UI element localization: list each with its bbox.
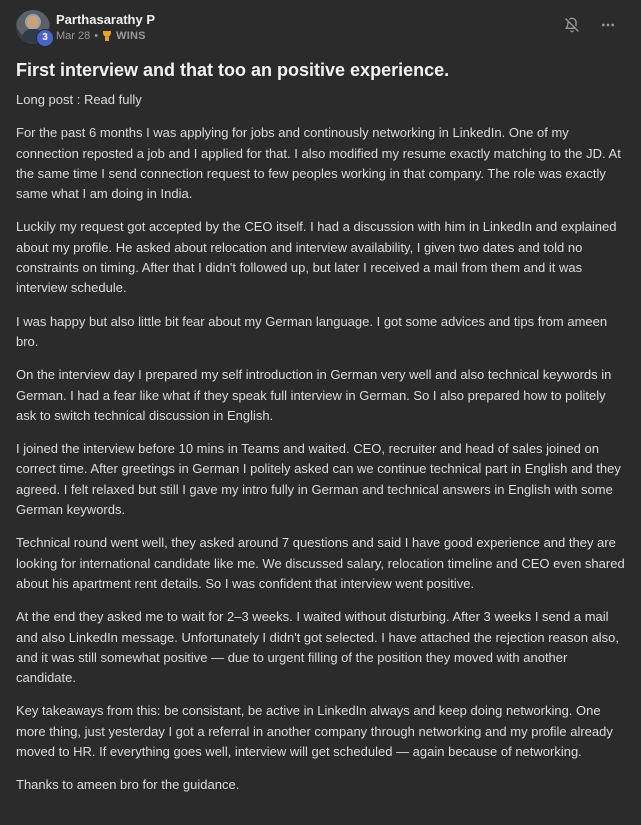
post-header	[16, 10, 625, 46]
post-body	[16, 90, 625, 796]
post-paragraph: Luckily my request got accepted by the CEO itself. I had a discussion with him in LinkedIn and explained about my profile. He asked about relocation and interview availability, I given two dates and told no constraints on timing. After that I didn't followed up, but later I received a mail from them and it was interview schedule.	[16, 219, 617, 296]
post-paragraph: Thanks to ameen bro for the guidance.	[16, 777, 240, 793]
post-paragraph: Long post : Read fully	[16, 92, 142, 107]
level-badge: 3	[36, 29, 54, 47]
more-horizontal-icon[interactable]	[599, 16, 617, 34]
post-paragraph: I joined the interview before 10 mins in Teams and waited. CEO, recruiter and head of sales joined on correct time. After greetings in German I politely asked can we continue technical part in English and they agreed. I felt relaxed but still I gave my intro fully in German and technical answers in English with some German keywords.	[16, 441, 621, 518]
post-paragraph: I was happy but also little bit fear about my German language. I got some advices and tips from ameen bro.	[16, 313, 608, 349]
post-paragraph: For the past 6 months I was applying for jobs and continously networking in LinkedIn. One of my connection reposted a job and I applied for that. I also modified my resume exactly matching to the JD. At the same time I send connection request to few peoples working in that company. The role was exactly same what I am doing in India.	[16, 125, 621, 202]
post-actions	[563, 16, 617, 34]
avatar[interactable]	[16, 10, 50, 44]
post-paragraph: Technical round went well, they asked around 7 questions and said I have good experience and they are looking for international candidate like me. We discussed salary, relocation timeline and CEO even shared about his apartment rent details. So I was confident that interview went positive.	[16, 535, 625, 591]
post-date: Mar 28	[56, 30, 91, 42]
meta-separator: •	[94, 30, 99, 42]
post-paragraph: On the interview day I prepared my self introduction in German very well and also technical keywords in German. I had a fear like what if they speak full interview in German. So I also prepared how to politely ask to switch technical discussion in English.	[16, 367, 612, 423]
post-paragraph: Key takeaways from this: be consistant, be active in LinkedIn always and keep doing networking. One more thing, just yesterday I got a referral in another company through networking and my profile already moved to HR. If everything goes well, interview will get scheduled — again because of networking.	[16, 703, 613, 760]
trophy-icon	[102, 31, 112, 41]
category-label[interactable]: WINS	[116, 30, 146, 42]
post-paragraph: At the end they asked me to wait for 2–3 weeks. I waited without disturbing. After 3 weeks I send a mail and also LinkedIn message. Unfortunately I didn't got selected. I have attached the rejection reason also, and it was still somewhat positive — due to urgent filling of the position they moved with another candidate.	[16, 609, 620, 686]
post-title: First interview and that too an positive experience.	[16, 60, 450, 80]
avatar-head	[27, 16, 39, 28]
post-meta	[56, 30, 146, 42]
bell-off-icon[interactable]	[563, 16, 581, 34]
author-name[interactable]: Parthasarathy P	[56, 12, 155, 27]
